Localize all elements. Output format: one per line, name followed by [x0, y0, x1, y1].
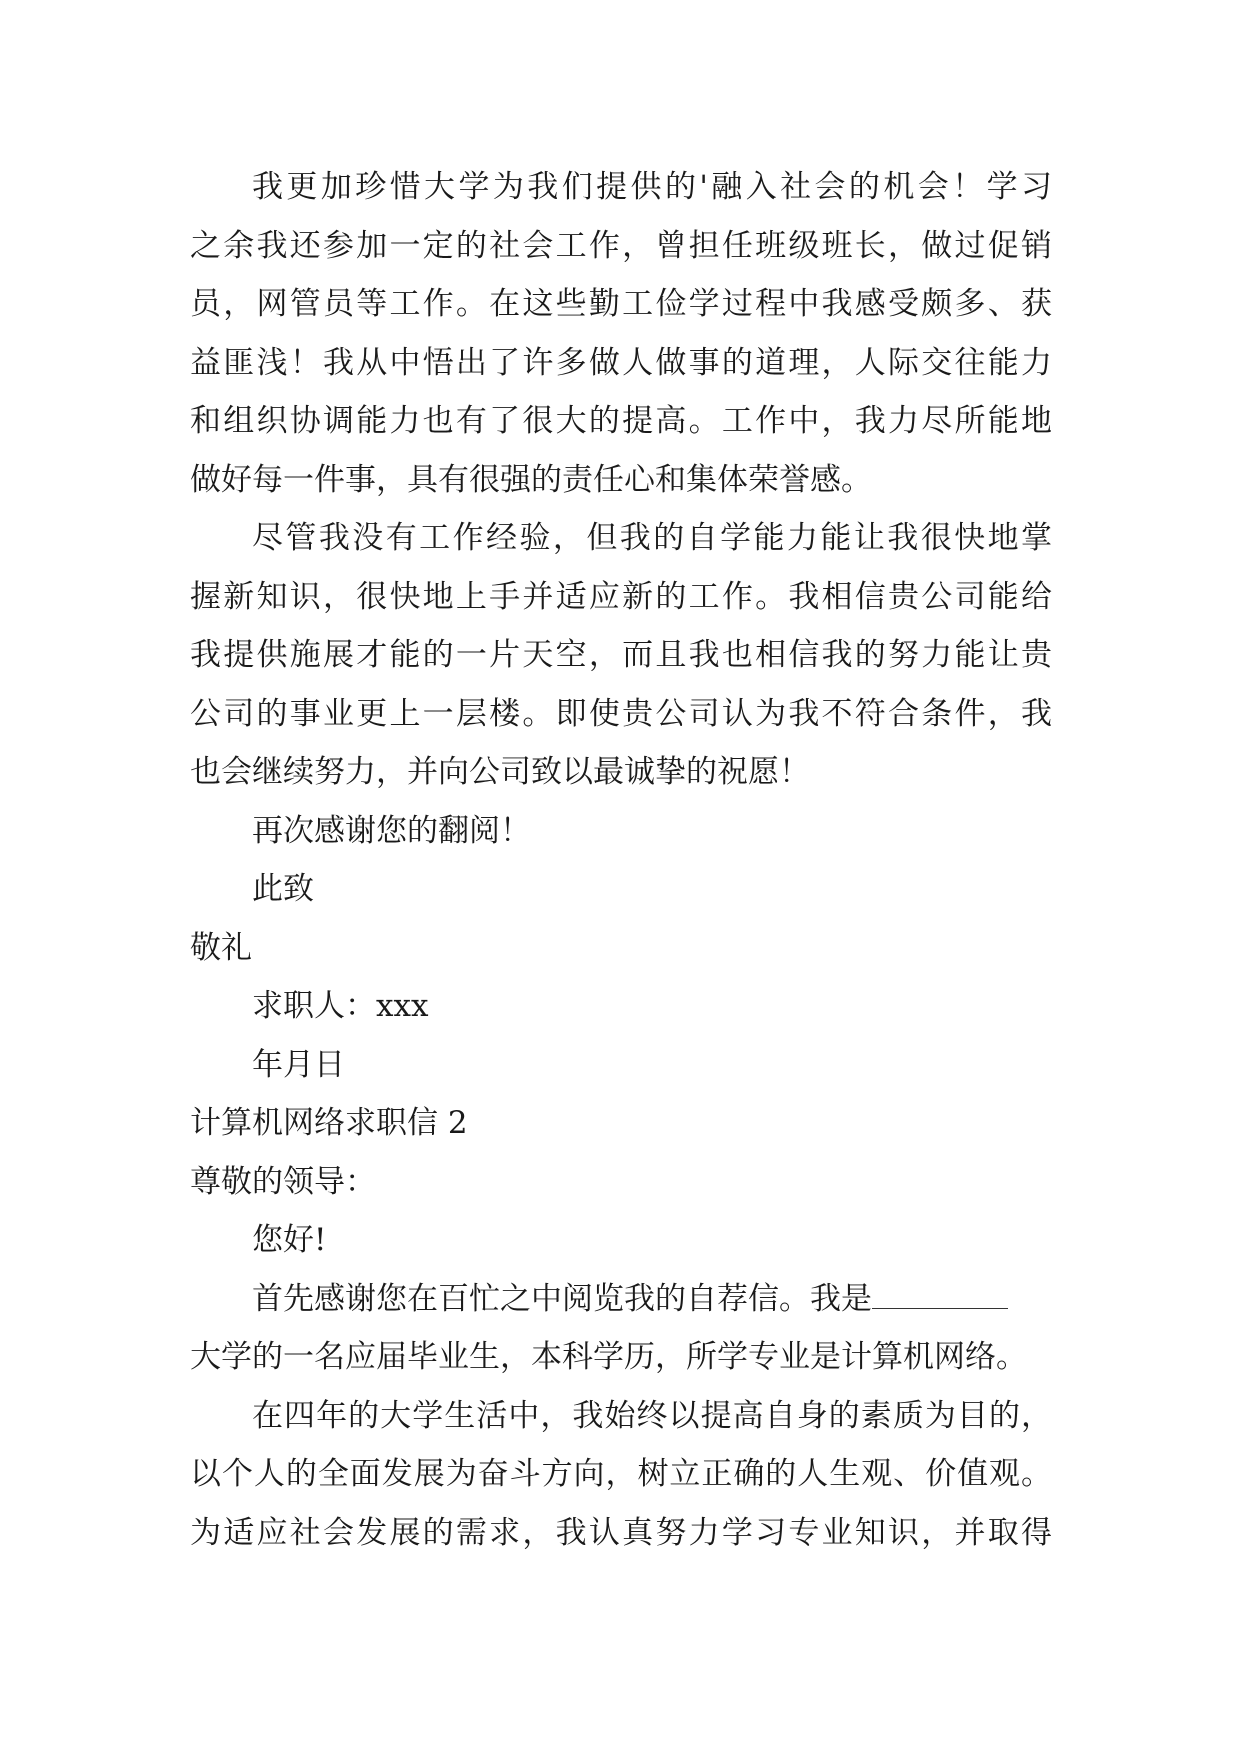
- paragraph-line: 以个人的全面发展为奋斗方向，树立正确的人生观、价值观。: [190, 1456, 1052, 1492]
- paragraph-line: 做好每一件事，具有很强的责任心和集体荣誉感。: [190, 461, 872, 498]
- paragraph-line: 为适应社会发展的需求，我认真努力学习专业知识，并取得: [190, 1514, 1052, 1551]
- paragraph-line: 也会继续努力，并向公司致以最诚挚的祝愿！: [190, 754, 810, 790]
- paragraph-line: 之余我还参加一定的社会工作，曾担任班级班长，做过促销: [190, 227, 1052, 264]
- paragraph-line: 公司的事业更上一层楼。即使贵公司认为我不符合条件，我: [190, 695, 1052, 732]
- paragraph-line: 在四年的大学生活中，我始终以提高自身的素质为目的，: [252, 1397, 1052, 1434]
- greeting-line: 尊敬的领导：: [190, 1163, 376, 1200]
- paragraph-line: 我更加珍惜大学为我们提供的'融入社会的机会！学习: [252, 169, 1052, 205]
- fill-in-blank: [872, 1286, 1008, 1309]
- paragraph-line: 握新知识，很快地上手并适应新的工作。我相信贵公司能给: [190, 578, 1052, 615]
- paragraph-line: 我提供施展才能的一片天空，而且我也相信我的努力能让贵: [190, 637, 1052, 673]
- letter-title: 计算机网络求职信 2: [190, 1105, 468, 1141]
- document-page: [190, 158, 1052, 1562]
- intro-text: 首先感谢您在百忙之中阅览我的自荐信。我是: [252, 1280, 872, 1317]
- salutation-cizhi: 此致: [252, 871, 314, 907]
- hello-line: 您好!: [252, 1222, 327, 1258]
- intro-line-2: 大学的一名应届毕业生，本科学历，所学专业是计算机网络。: [190, 1339, 1027, 1375]
- paragraph-line: 和组织协调能力也有了很大的提高。工作中，我力尽所能地: [190, 403, 1052, 439]
- paragraph-line: 员，网管员等工作。在这些勤工俭学过程中我感受颇多、获: [190, 286, 1052, 322]
- intro-line: [190, 1270, 1052, 1329]
- thanks-line: 再次感谢您的翻阅！: [252, 812, 531, 849]
- date-line: 年月日: [252, 1046, 345, 1083]
- paragraph-line: 益匪浅！我从中悟出了许多做人做事的道理，人际交往能力: [190, 344, 1052, 381]
- signer-line: 求职人：xxx: [252, 988, 429, 1024]
- paragraph-line: 尽管我没有工作经验，但我的自学能力能让我很快地掌: [252, 520, 1052, 556]
- salutation-jingli: 敬礼: [190, 929, 252, 966]
